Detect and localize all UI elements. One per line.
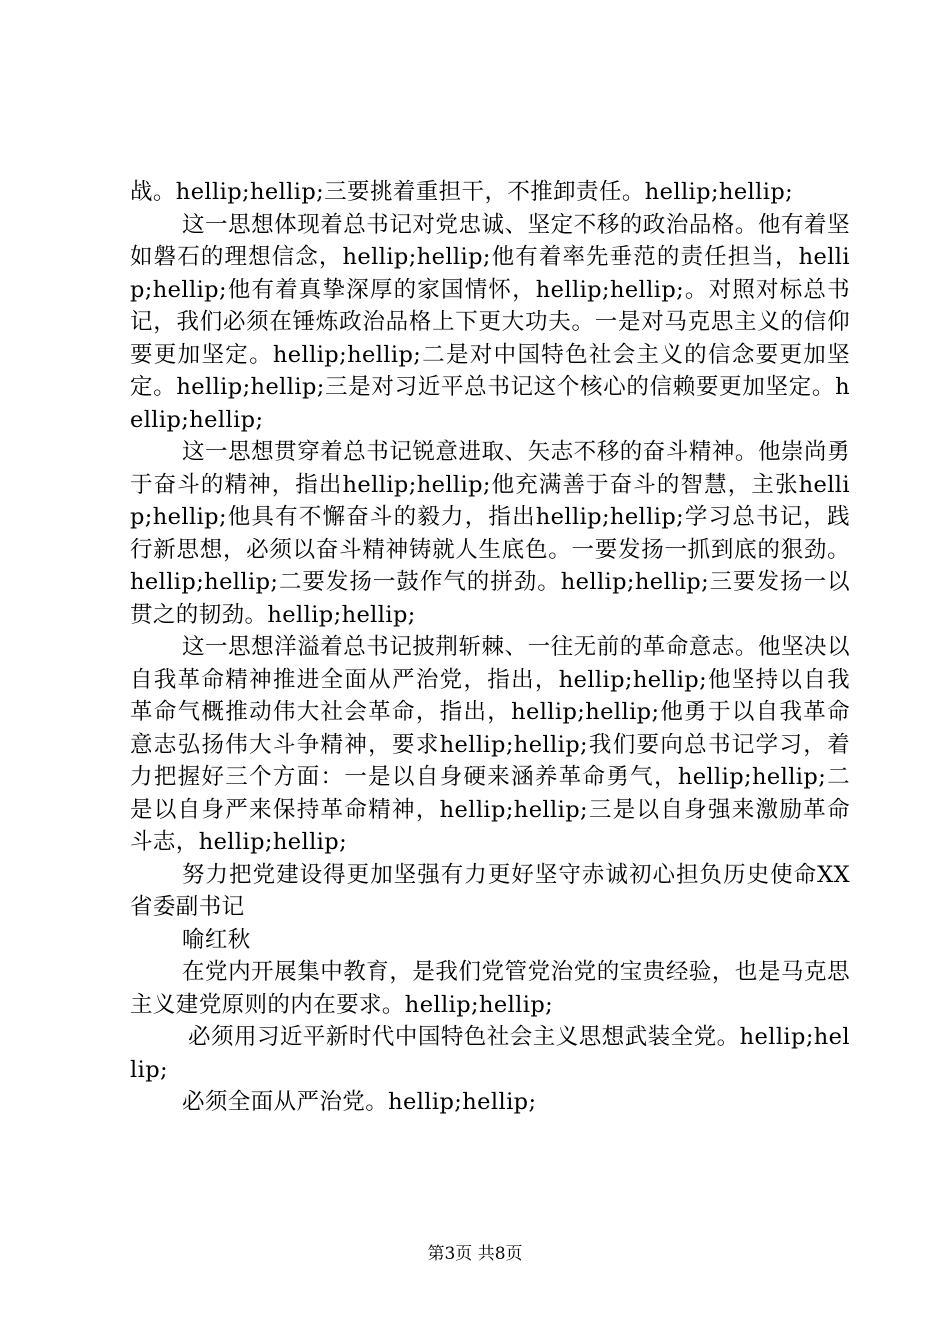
page-number-footer: 第3页 共8页 [427, 1244, 523, 1264]
article-title: 努力把党建设得更加坚强有力更好坚守赤诚初心担负历史使命XX省委副书记 [130, 861, 850, 920]
paragraph-struggle-spirit: 这一思想贯穿着总书记锐意进取、矢志不移的奋斗精神。他崇尚勇于奋斗的精神，指出hellip;hellip;他充满善于奋斗的智慧，主张hellip;hellip;他具有不懈奋斗的毅力，指出hellip;hellip;学习总书记，践行新思想，必须以奋斗精神铸就人生底色。一要发扬一抓到底的狠劲。hellip;hellip;二要发扬一鼓作气的拼劲。hellip;hellip;三要发扬一以贯之的韧劲。hellip;hellip; [130, 439, 850, 628]
article-author: 喻红秋 [182, 926, 251, 953]
paragraph-continuation: 战。hellip;hellip;三要挑着重担干，不推卸责任。hellip;hellip; [130, 179, 794, 205]
paragraph-intro: 在党内开展集中教育，是我们党管党治党的宝贵经验，也是马克思主义建党原则的内在要求。hellip;hellip; [130, 959, 850, 1018]
paragraph-revolutionary-will: 这一思想洋溢着总书记披荆斩棘、一往无前的革命意志。他坚决以自我革命精神推进全面从严治党，指出，hellip;hellip;他坚持以自我革命气概推动伟大社会革命，指出，hellip;hellip;他勇于以自我革命意志弘扬伟大斗争精神，要求hellip;hellip;我们要向总书记学习，着力把握好三个方面：一是以自身硬来涵养革命勇气，hellip;hellip;二是以自身严来保持革命精神，hellip;hellip;三是以自身强来激励革命斗志，hellip;hellip; [130, 634, 850, 855]
paragraph-political-character: 这一思想体现着总书记对党忠诚、坚定不移的政治品格。他有着坚如磐石的理想信念，hellip;hellip;他有着率先垂范的责任担当，hellip;hellip;他有着真挚深厚的家国情怀，hellip;hellip;。对照对标总书记，我们必须在锤炼政治品格上下更大功夫。一是对马克思主义的信仰要更加坚定。hellip;hellip;二是对中国特色社会主义的信念要更加坚定。hellip;hellip;三是对习近平总书记这个核心的信赖要更加坚定。hellip;hellip; [130, 211, 850, 433]
paragraph-strict-governance: 必须全面从严治党。hellip;hellip; [182, 1089, 537, 1115]
paragraph-arm-party: 必须用习近平新时代中国特色社会主义思想武装全党。hellip;hellip; [130, 1024, 850, 1083]
document-body [130, 176, 850, 1119]
